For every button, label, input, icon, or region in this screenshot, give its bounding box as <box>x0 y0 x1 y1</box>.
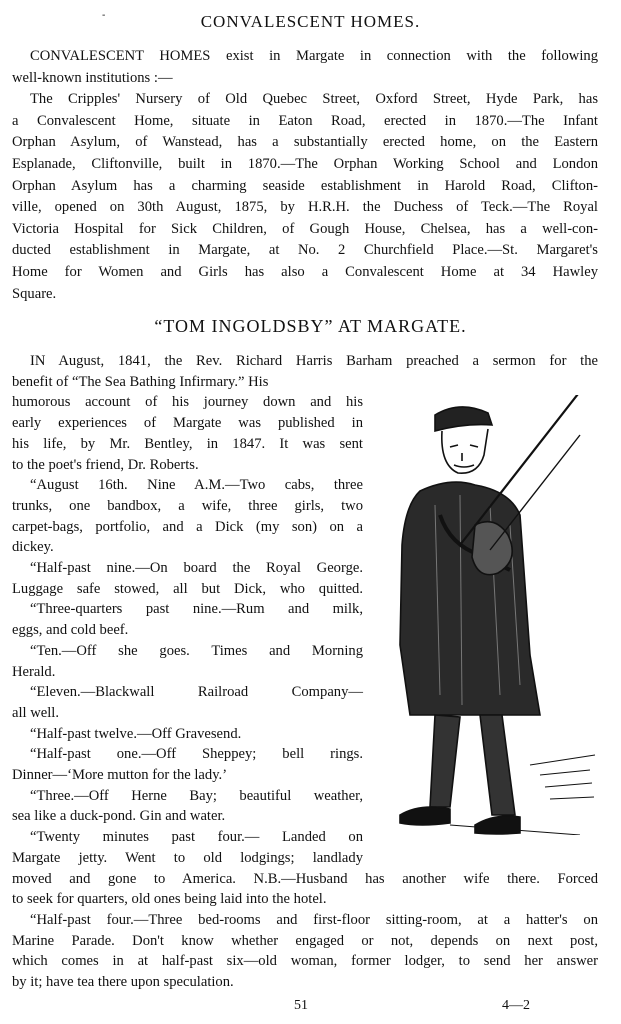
text-line: Square. <box>12 285 57 302</box>
text-line: “Half-past nine.—On board the Royal George. <box>30 560 363 576</box>
text-line: which comes in at half-past six—old woman, former lodger, to send her answer <box>12 953 598 970</box>
text-line: dickey. <box>12 539 54 556</box>
text-line: Luggage safe stowed, all but Dick, who quitted. <box>12 580 363 597</box>
heading-tom-ingoldsby: “TOM INGOLDSBY” AT MARGATE. <box>154 316 467 336</box>
text-line: to seek for quarters, old ones being laid into the hotel. <box>12 891 327 908</box>
text-line: “Eleven.—Blackwall Railroad Company— <box>30 684 363 701</box>
text-line: sea like a duck-pond. Gin and water. <box>12 808 226 825</box>
text-line: Esplanade, Cliftonville, built in 1870.—The Orphan Working School and London <box>12 156 598 172</box>
text-line: eggs, and cold beef. <box>12 622 129 639</box>
text-line: Herald. <box>12 663 56 680</box>
text-line: by it; have tea there upon speculation. <box>12 974 234 990</box>
text-line: “Half-past four.—Three bed-rooms and first-floor sitting-room, at a hatter's on <box>30 911 598 928</box>
page-number: 51 <box>294 998 308 1013</box>
fiddler-illustration <box>380 395 600 835</box>
stray-mark: - <box>102 10 106 21</box>
text-line: “Three-quarters past nine.—Rum and milk, <box>30 601 363 618</box>
heading-convalescent-homes: CONVALESCENT HOMES. <box>200 12 421 31</box>
text-line: Victoria Hospital for Sick Children, of Gough House, Chelsea, has a well-con- <box>12 220 598 237</box>
text-line: “Three.—Off Herne Bay; beautiful weather, <box>30 787 363 804</box>
text-line: IN August, 1841, the Rev. Richard Harris Barham preached a sermon for the <box>30 353 598 369</box>
text-line: all well. <box>12 704 60 721</box>
text-line: “Half-past one.—Off Sheppey; bell rings. <box>30 746 363 763</box>
text-line: a Convalescent Home, situate in Eaton Road, erected in 1870.—The Infant <box>12 112 598 129</box>
text-line: Margate jetty. Went to old lodgings; landlady <box>12 849 363 866</box>
text-line: ducted establishment in Margate, at No. 2 Churchfield Place.—St. Margaret's <box>12 242 598 259</box>
text-line: to the poet's friend, Dr. Roberts. <box>12 456 199 473</box>
text-line: Dinner—‘More mutton for the lady.’ <box>12 767 228 783</box>
signature-mark: 4—2 <box>502 998 530 1013</box>
text-line: carpet-bags, portfolio, and a Dick (my son) on a <box>12 518 363 535</box>
text-line: well-known institutions :— <box>12 69 173 86</box>
text-line: Marine Parade. Don't know whether engaged or not, depends on next post, <box>12 932 598 949</box>
text-line: trunks, one bandbox, a wife, three girls, two <box>12 497 363 514</box>
text-line: his life, by Mr. Bentley, in 1847. It was sent <box>12 435 363 452</box>
text-line: moved and gone to America. N.B.—Husband has another wife there. Forced <box>12 870 598 887</box>
text-line: humorous account of his journey down and his <box>12 394 363 411</box>
text-line: Home for Women and Girls has also a Convalescent Home at 34 Hawley <box>12 264 598 280</box>
text-line: ville, opened on 30th August, 1875, by H.R.H. the Duchess of Teck.—The Royal <box>12 199 598 216</box>
text-line: “Twenty minutes past four.— Landed on <box>30 829 363 846</box>
text-line: early experiences of Margate was published in <box>12 415 363 432</box>
text-line: The Cripples' Nursery of Old Quebec Street, Oxford Street, Hyde Park, has <box>30 91 598 108</box>
text-line: benefit of “The Sea Bathing Infirmary.” His <box>12 373 269 390</box>
text-line: CONVALESCENT HOMES exist in Margate in connection with the following <box>30 48 598 64</box>
text-line: “August 16th. Nine A.M.—Two cabs, three <box>30 477 363 494</box>
text-line: “Half-past twelve.—Off Gravesend. <box>30 725 242 742</box>
text-line: Orphan Asylum has a charming seaside establishment in Harold Road, Clifton- <box>12 177 598 194</box>
text-line: “Ten.—Off she goes. Times and Morning <box>30 642 363 659</box>
text-line: Orphan Asylum, of Wanstead, has a substantially erected home, on the Eastern <box>12 134 598 151</box>
